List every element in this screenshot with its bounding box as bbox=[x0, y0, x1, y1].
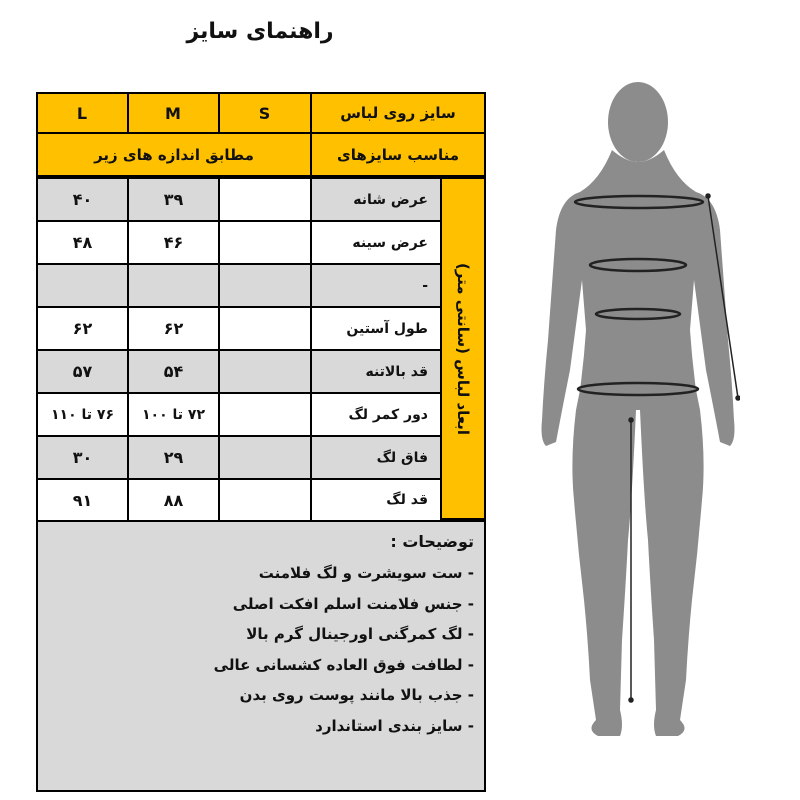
row-7-m: ۲۹ bbox=[127, 435, 220, 480]
notes-heading: توضیحات : bbox=[390, 532, 474, 551]
notes-box bbox=[36, 520, 486, 792]
row-6-s bbox=[218, 392, 312, 437]
row-8-label: قد لگ bbox=[310, 478, 442, 522]
row-8-s bbox=[218, 478, 312, 522]
row-4-l: ۶۲ bbox=[36, 306, 129, 351]
body-silhouette bbox=[542, 82, 735, 736]
dimensions-section-text: ابعاد لباس (سانتی متر) bbox=[454, 262, 472, 435]
row-3-s bbox=[218, 263, 312, 308]
note-item: - جنس فلامنت اسلم افکت اصلی bbox=[232, 594, 474, 613]
row-7-label: فاق لگ bbox=[310, 435, 442, 480]
row-1-m: ۳۹ bbox=[127, 177, 220, 222]
row-8-m: ۸۸ bbox=[127, 478, 220, 522]
row-3-l bbox=[36, 263, 129, 308]
row-2-m: ۴۶ bbox=[127, 220, 220, 265]
row-8-l: ۹۱ bbox=[36, 478, 129, 522]
dimensions-section-label bbox=[440, 177, 486, 520]
row-2-l: ۴۸ bbox=[36, 220, 129, 265]
fits-label: مناسب سایزهای bbox=[310, 132, 486, 177]
note-item: - لگ کمرگنی اورجینال گرم بالا bbox=[246, 625, 474, 643]
row-3-label: - bbox=[310, 263, 442, 308]
row-5-label: قد بالاتنه bbox=[310, 349, 442, 394]
row-1-l: ۴۰ bbox=[36, 177, 129, 222]
size-header-m: M bbox=[127, 92, 220, 134]
row-1-s bbox=[218, 177, 312, 222]
row-7-s bbox=[218, 435, 312, 480]
size-header-l: L bbox=[36, 92, 129, 134]
size-label-header: سایز روی لباس bbox=[310, 92, 486, 134]
row-5-l: ۵۷ bbox=[36, 349, 129, 394]
row-2-s bbox=[218, 220, 312, 265]
row-6-l: ۷۶ تا ۱۱۰ bbox=[36, 392, 129, 437]
row-1-label: عرض شانه bbox=[310, 177, 442, 222]
size-header-s: S bbox=[218, 92, 312, 134]
row-4-s bbox=[218, 306, 312, 351]
row-3-m bbox=[127, 263, 220, 308]
note-item: - لطافت فوق العاده کشسانی عالی bbox=[213, 655, 474, 674]
note-item: - ست سویشرت و لگ فلامنت bbox=[258, 564, 474, 582]
row-6-m: ۷۲ تا ۱۰۰ bbox=[127, 392, 220, 437]
row-6-label: دور کمر لگ bbox=[310, 392, 442, 437]
note-item: - سایز بندی استاندارد bbox=[315, 716, 474, 735]
row-2-label: عرض سینه bbox=[310, 220, 442, 265]
body-measurement-figure bbox=[540, 80, 740, 800]
row-5-m: ۵۴ bbox=[127, 349, 220, 394]
row-4-m: ۶۲ bbox=[127, 306, 220, 351]
note-item: - جذب بالا مانند پوست روی بدن bbox=[239, 686, 474, 704]
row-7-l: ۳۰ bbox=[36, 435, 129, 480]
page-title: راهنمای سایز bbox=[186, 19, 334, 44]
row-5-s bbox=[218, 349, 312, 394]
notes-list bbox=[48, 558, 474, 741]
row-4-label: طول آستین bbox=[310, 306, 442, 351]
fits-value: مطابق اندازه های زیر bbox=[36, 132, 312, 177]
